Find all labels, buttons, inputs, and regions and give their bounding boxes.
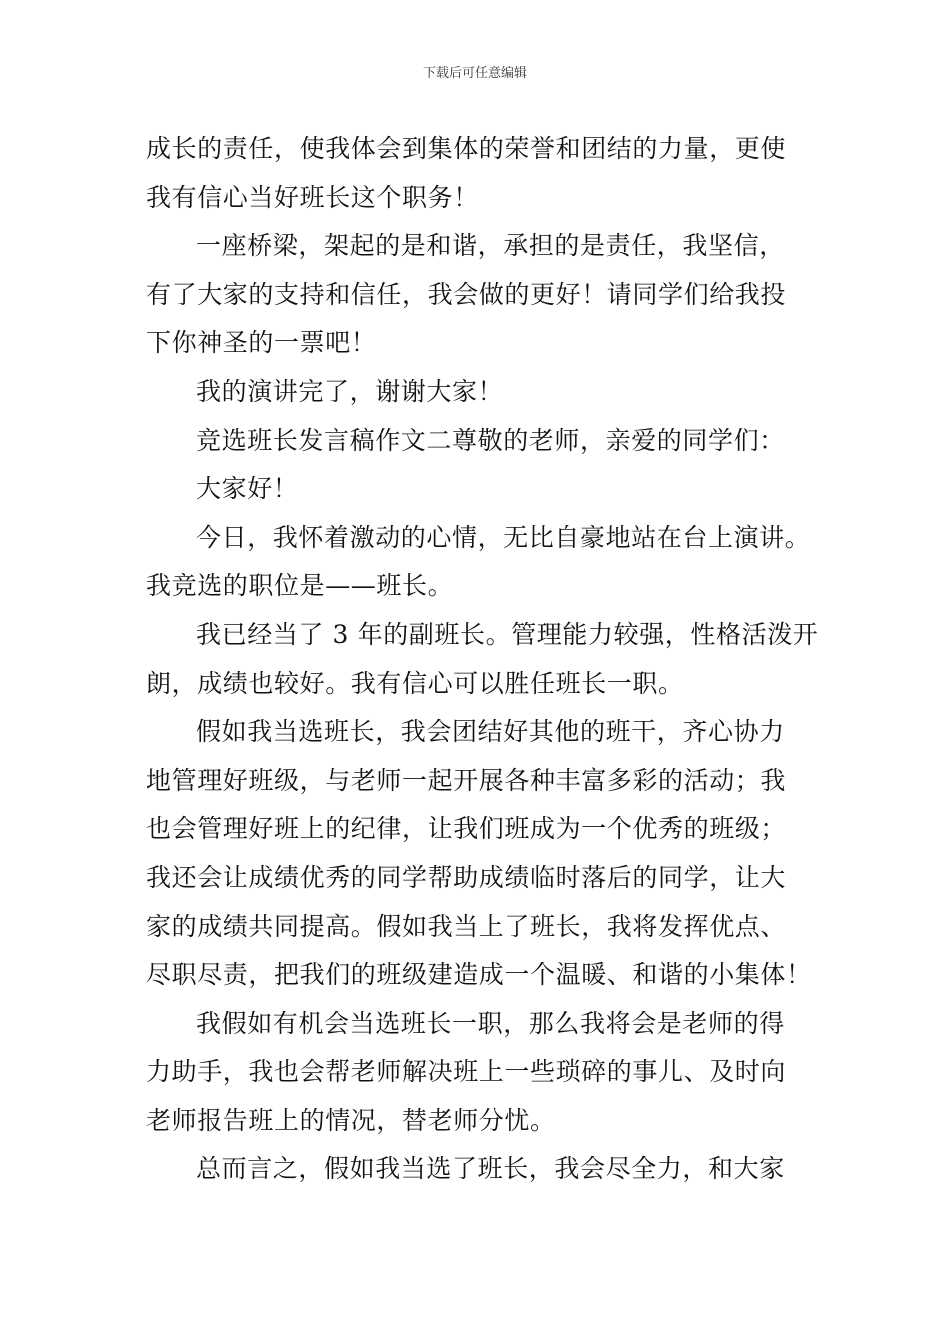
text-line: 老师报告班上的情况，替老师分忧。 [146, 1105, 556, 1135]
document-body [146, 125, 826, 1194]
page-header: 下载后可任意编辑 [422, 66, 527, 81]
text-line: 总而言之，假如我当选了班长，我会尽全力，和大家 [196, 1154, 785, 1184]
text-line: 地管理好班级，与老师一起开展各种丰富多彩的活动；我 [146, 765, 787, 795]
text-line: 我竞选的职位是——班长。 [146, 571, 454, 601]
text-line: 尽职尽责，把我们的班级建造成一个温暖、和谐的小集体！ [146, 960, 812, 990]
text-line: 有了大家的支持和信任，我会做的更好！请同学们给我投 [146, 279, 787, 309]
text-line: 我假如有机会当选班长一职，那么我将会是老师的得 [196, 1008, 785, 1038]
text-line: 我还会让成绩优秀的同学帮助成绩临时落后的同学，让大 [146, 862, 787, 892]
text-line: 竞选班长发言稿作文二尊敬的老师，亲爱的同学们： [196, 425, 785, 455]
text-line: 我已经当了 3 年的副班长。管理能力较强，性格活泼开 [196, 619, 819, 649]
text-line: 下你神圣的一票吧！ [146, 328, 377, 358]
text-line: 成长的责任，使我体会到集体的荣誉和团结的力量，更使 [146, 134, 787, 163]
text-line: 朗，成绩也较好。我有信心可以胜任班长一职。 [146, 668, 684, 698]
text-line: 大家好！ [196, 474, 299, 504]
text-line: 今日，我怀着激动的心情，无比自豪地站在台上演讲。 [196, 522, 811, 552]
text-line: 力助手，我也会帮老师解决班上一些琐碎的事儿、及时向 [146, 1057, 787, 1087]
text-line: 也会管理好班上的纪律，让我们班成为一个优秀的班级； [146, 814, 787, 844]
text-line: 家的成绩共同提高。假如我当上了班长，我将发挥优点、 [146, 911, 787, 941]
text-line: 一座桥梁，架起的是和谐，承担的是责任，我坚信， [196, 231, 785, 261]
text-line: 假如我当选班长，我会团结好其他的班干，齐心协力 [196, 717, 785, 747]
text-line: 我有信心当好班长这个职务！ [146, 182, 479, 212]
text-line: 我的演讲完了，谢谢大家！ [196, 376, 504, 406]
